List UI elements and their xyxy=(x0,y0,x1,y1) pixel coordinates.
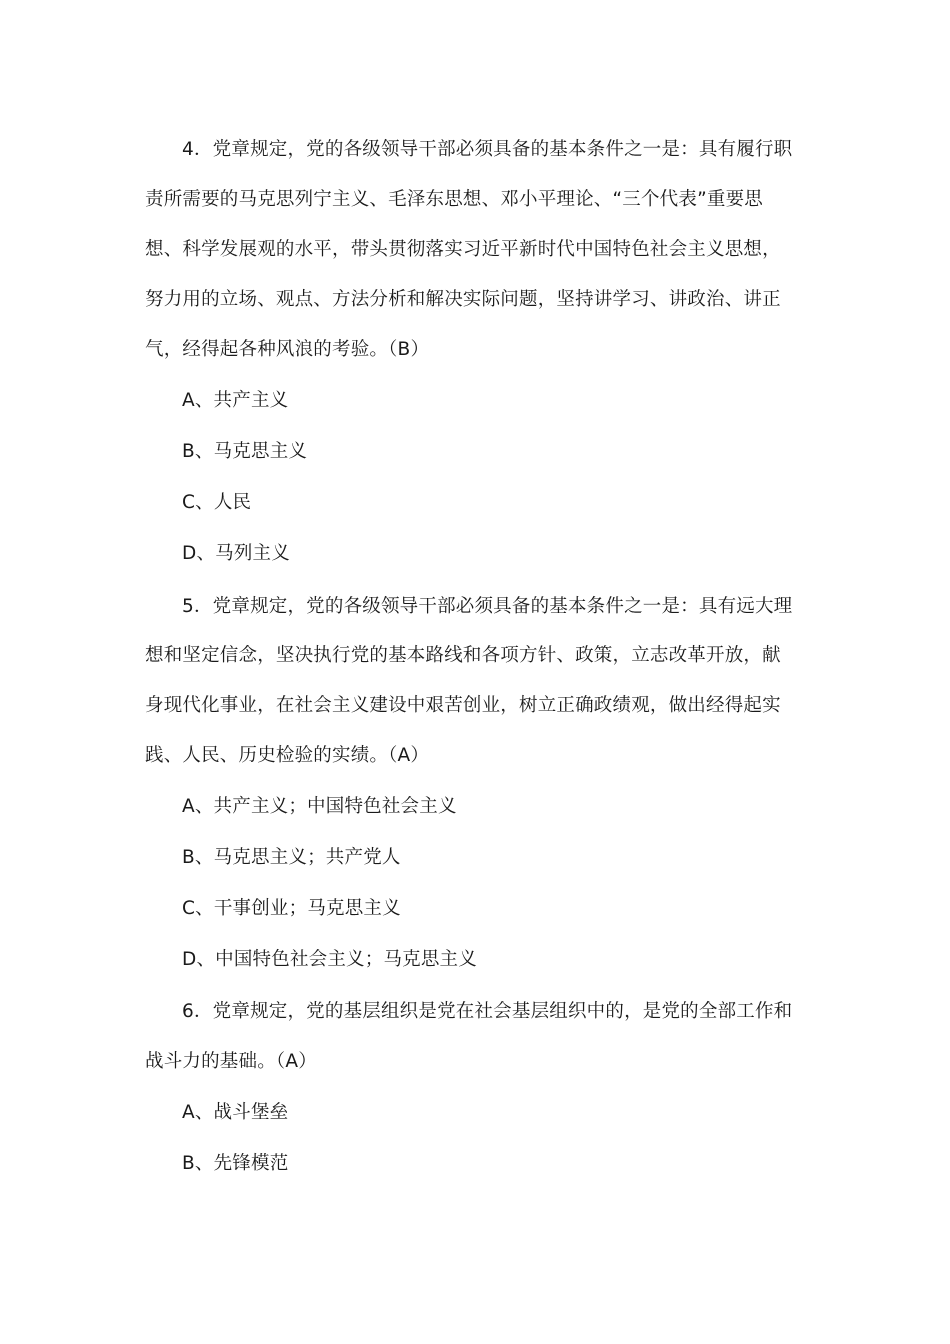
q4-text-line-5: 气，经得起各种风浪的考验。（B） xyxy=(145,339,430,360)
q5-text-line-2: 想和坚定信念，坚决执行党的基本路线和各项方针、政策，立志改革开放，献 xyxy=(145,645,781,666)
q6-text-line-2: 战斗力的基础。（A） xyxy=(145,1051,317,1072)
q4-option-b: B、马克思主义 xyxy=(182,441,308,462)
q6-option-a: A、战斗堡垒 xyxy=(182,1102,289,1123)
q6-option-b: B、先锋模范 xyxy=(182,1153,289,1174)
q5-text-line-4: 践、人民、历史检验的实绩。（A） xyxy=(145,745,430,766)
q6-text-line-1: 6．党章规定，党的基层组织是党在社会基层组织中的，是党的全部工作和 xyxy=(182,1001,793,1022)
q4-text-line-4: 努力用的立场、观点、方法分析和解决实际问题，坚持讲学习、讲政治、讲正 xyxy=(145,289,781,310)
q5-text-line-3: 身现代化事业，在社会主义建设中艰苦创业，树立正确政绩观，做出经得起实 xyxy=(145,695,781,716)
q4-option-c: C、人民 xyxy=(182,492,252,513)
q4-text-line-2: 责所需要的马克思列宁主义、毛泽东思想、邓小平理论、“三个代表”重要思 xyxy=(145,189,763,210)
q4-text-line-1: 4．党章规定，党的各级领导干部必须具备的基本条件之一是：具有履行职 xyxy=(182,139,793,160)
q5-text-line-1: 5．党章规定，党的各级领导干部必须具备的基本条件之一是：具有远大理 xyxy=(182,596,793,617)
q5-option-d: D、中国特色社会主义；马克思主义 xyxy=(182,949,477,970)
q4-text-line-3: 想、科学发展观的水平，带头贯彻落实习近平新时代中国特色社会主义思想， xyxy=(145,239,781,260)
q5-option-b: B、马克思主义；共产党人 xyxy=(182,847,401,868)
q4-option-a: A、共产主义 xyxy=(182,390,289,411)
q5-option-c: C、干事创业；马克思主义 xyxy=(182,898,401,919)
q5-option-a: A、共产主义；中国特色社会主义 xyxy=(182,796,457,817)
q4-option-d: D、马列主义 xyxy=(182,543,290,564)
